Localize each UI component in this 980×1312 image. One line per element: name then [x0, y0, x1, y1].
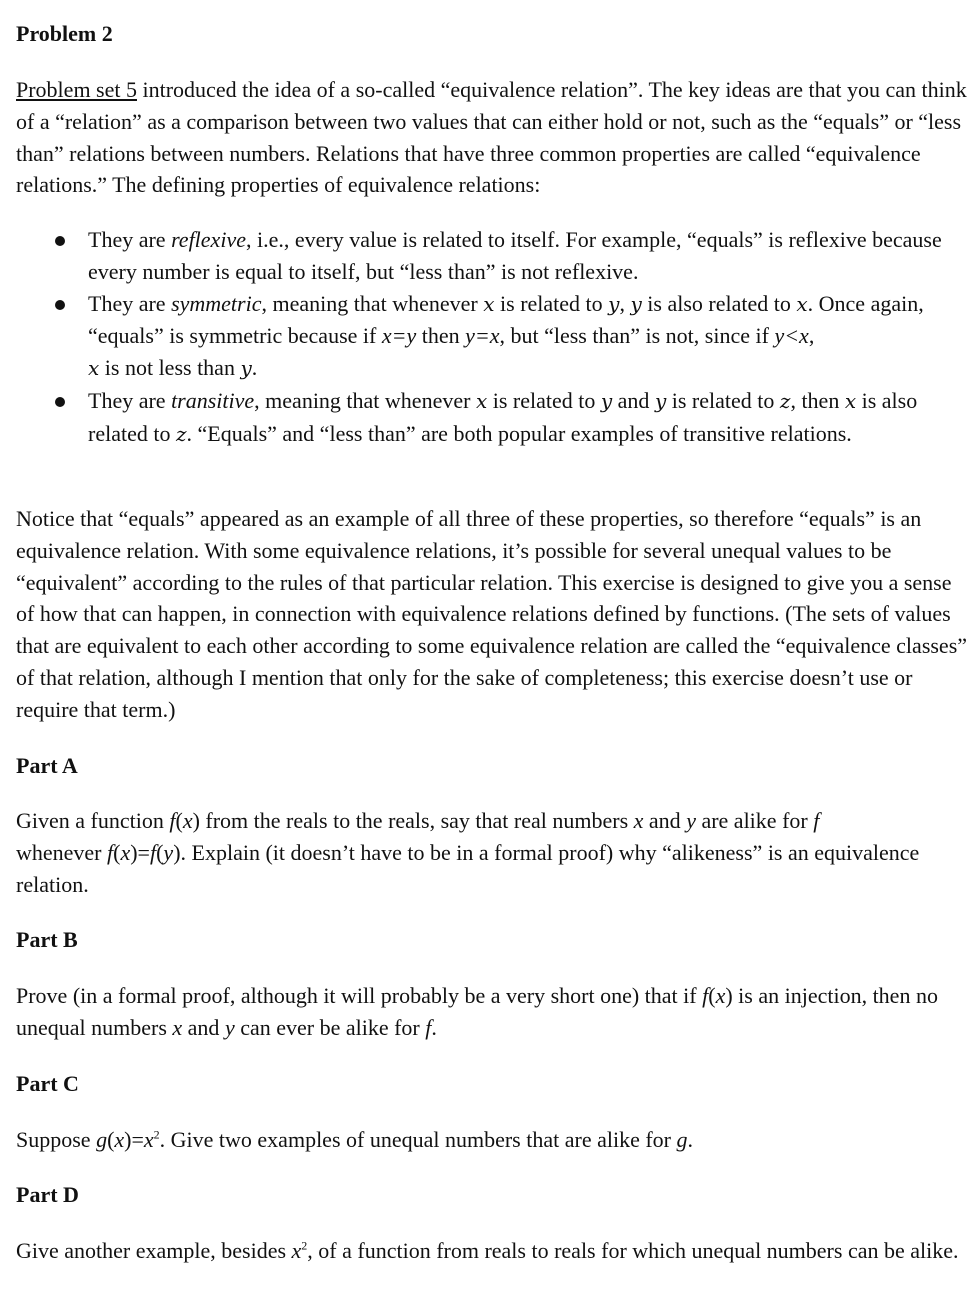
intro-paragraph [16, 74, 968, 201]
part-a-text: Given a function f(x) from the reals to the reals, say that real numbers x and y are alike for f whenever f(x)=f(y). Explain (it doesn’t have to be in a formal proof) why “alikeness” is an equivalence relation. [16, 808, 920, 897]
part-c-text: Suppose $g(x)=x^2$. Give two examples of unequal numbers that are alike for g. [16, 1127, 693, 1152]
part-c-title: Part C [16, 1071, 79, 1096]
term-reflexive: reflexive [171, 227, 246, 252]
problem-title: Problem 2 [16, 21, 113, 46]
bullet-icon [55, 300, 65, 310]
term-symmetric: symmetric [171, 290, 262, 316]
part-d-title: Part D [16, 1182, 79, 1207]
part-b-title: Part B [16, 927, 78, 952]
list-item-symmetric: They are symmetric, meaning that whenever x is related to y, y is also related to x. Once again, “equals” is symmetric because if x=y then y=x, but “less than” is not, since if y<x, x is not less than y. [0, 288, 968, 385]
bullet-icon [55, 236, 65, 246]
part-d-text: Give another example, besides $x^2$, of a function from reals to reals for which unequal numbers can be alike. [16, 1238, 959, 1263]
list-item-reflexive: They are reflexive, i.e., every value is related to itself. For example, “equals” is reflexive because every number is equal to itself, but “less than” is not reflexive. [0, 224, 968, 288]
part-a-title: Part A [16, 753, 78, 778]
problem-set-5-link[interactable]: Problem set 5 [16, 77, 137, 102]
properties-list [0, 224, 968, 451]
list-item-transitive: They are transitive, meaning that whenever x is related to y and y is related to z, then x is also related to z. “Equals” and “less than” are both popular examples of transitive relations. [0, 385, 968, 451]
term-transitive: transitive [171, 387, 255, 413]
part-b-text: Prove (in a formal proof, although it will probably be a very short one) that if f(x) is an injection, then no unequal numbers x and y can ever be alike for f. [16, 983, 938, 1040]
bullet-icon [55, 397, 65, 407]
intro-text: introduced the idea of a so-called “equivalence relation”. The key ideas are that you can think of a “relation” as a comparison between two values that can either hold or not, such as the “equals” or “less than” relations between numbers. Relations that have three common properties are called “equivalence relations.” The defining properties of equivalence relations: [16, 77, 967, 198]
notice-paragraph: Notice that “equals” appeared as an example of all three of these properties, so therefore “equals” is an equivalence relation. With some equivalence relations, it’s possible for several unequal values to be “equivalent” according to the rules of that particular relation. This exercise is designed to give you a sense of how that can happen, in connection with equivalence relations defined by functions. (The sets of values that are equivalent to each other according to some equivalence relation are called the “equivalence classes” of that relation, although I mention that only for the sake of completeness; this exercise doesn’t use or require that term.) [16, 506, 968, 722]
